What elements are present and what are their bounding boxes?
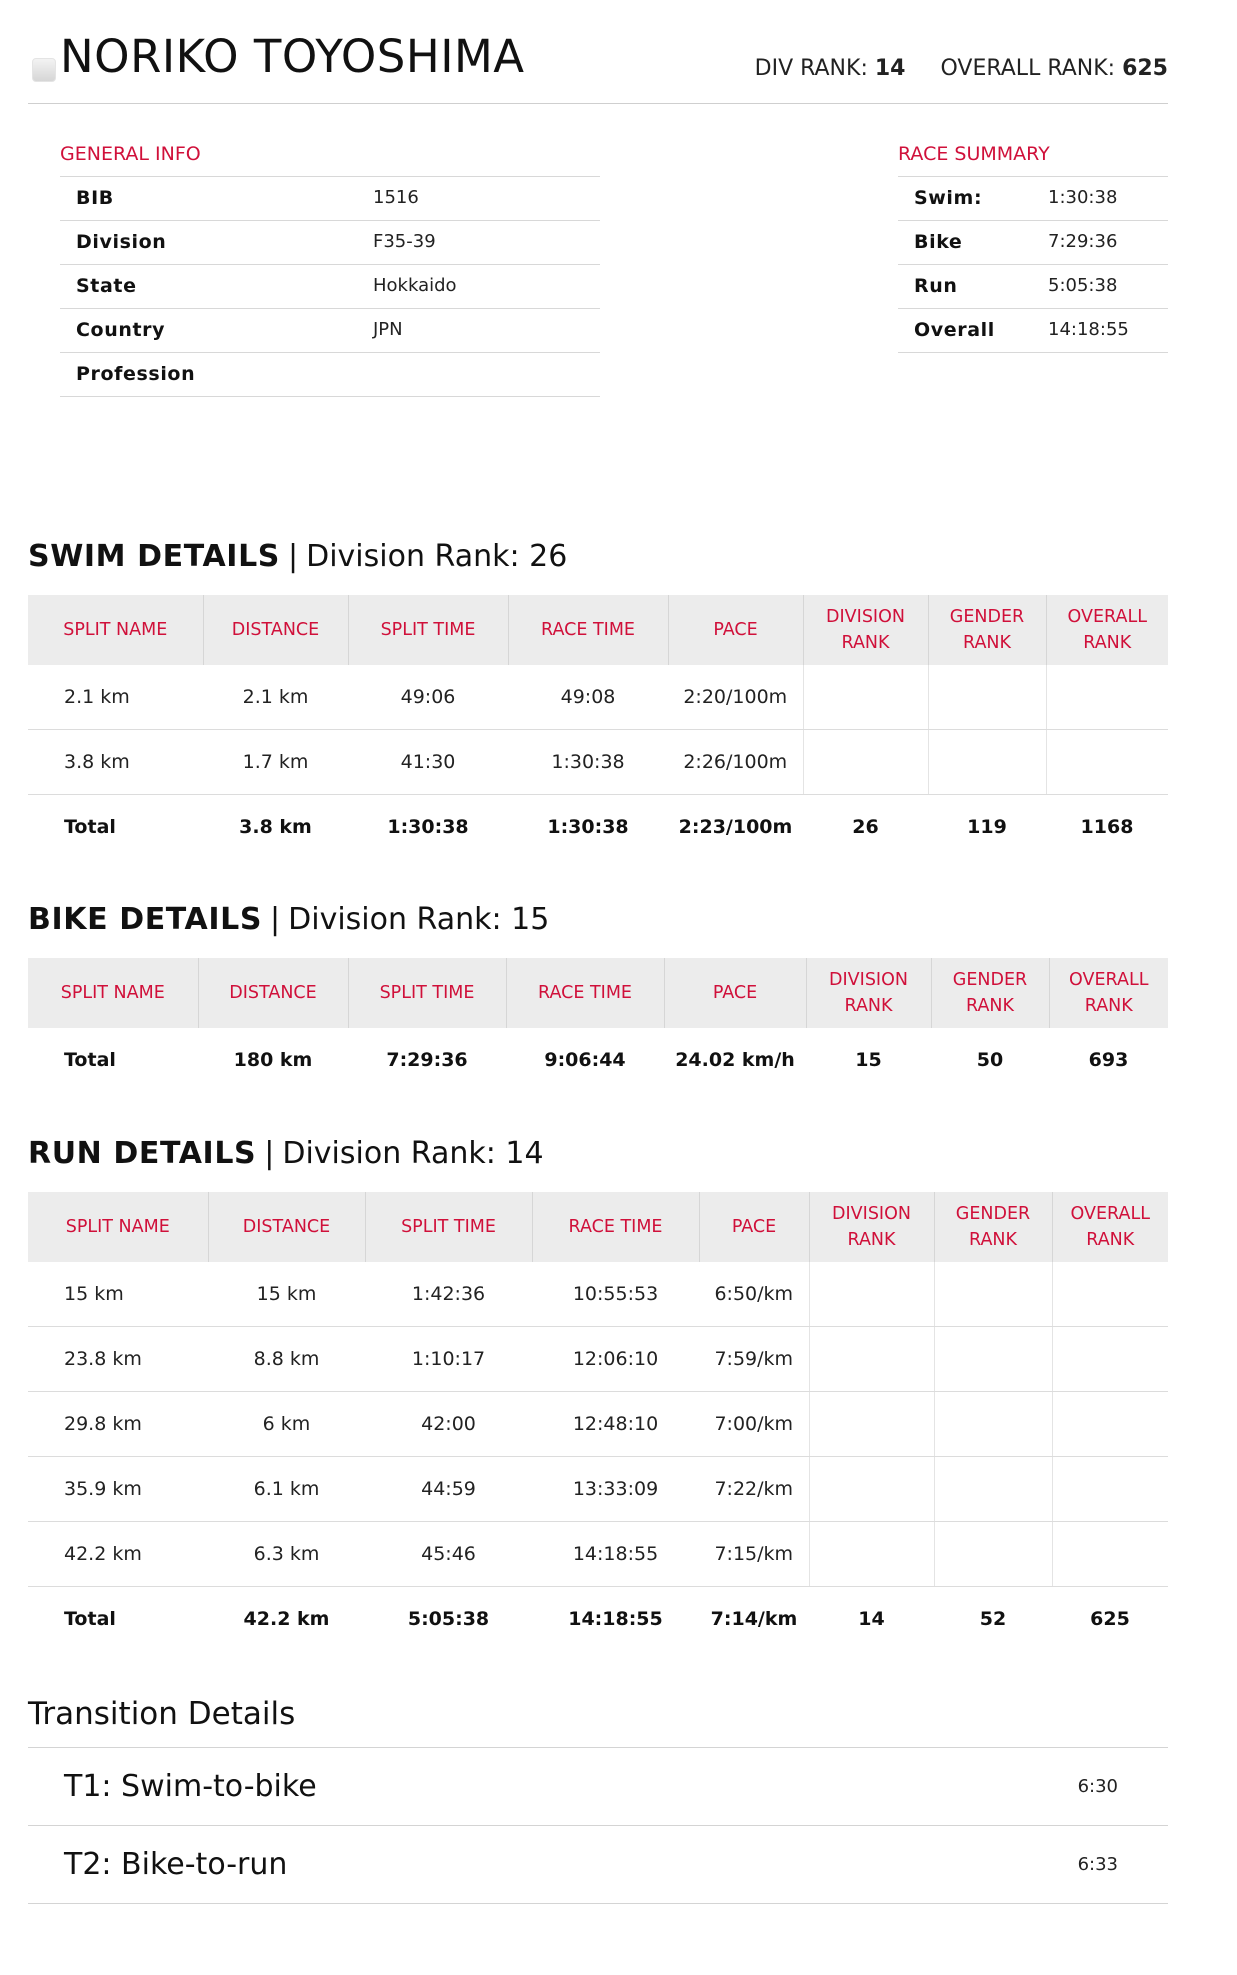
div-rank-value: 14 [874, 56, 906, 81]
column-header: DIVISION RANK [809, 1192, 934, 1262]
cell-overall-rank [1046, 665, 1168, 730]
column-header: DIVISION RANK [803, 595, 928, 665]
cell-distance: 42.2 km [243, 1608, 330, 1630]
cell-race-time: 12:48:10 [532, 1392, 699, 1457]
cell-split-name: 23.8 km [28, 1327, 208, 1392]
info-row-division [60, 221, 600, 265]
info-value: F35-39 [373, 231, 436, 252]
table-row [28, 1327, 1168, 1392]
cell-overall-rank: 1168 [1080, 816, 1134, 838]
info-label: BIB [76, 187, 114, 209]
column-header: SPLIT NAME [28, 958, 198, 1028]
cell-gender-rank [928, 665, 1046, 730]
transition-row [28, 1748, 1168, 1826]
column-header: OVERALL RANK [1052, 1192, 1168, 1262]
run-table [28, 1192, 1168, 1651]
cell-pace: 7:14/km [710, 1608, 798, 1630]
column-header: PACE [699, 1192, 809, 1262]
cell-pace: 2:20/100m [668, 665, 803, 730]
cell-division-rank [809, 1457, 934, 1522]
cell-gender-rank: 52 [979, 1608, 1007, 1630]
table-row [28, 1262, 1168, 1327]
cell-division-rank [809, 1522, 934, 1587]
cell-split-name: 2.1 km [28, 665, 203, 730]
cell-gender-rank [934, 1327, 1052, 1392]
cell-split-time: 1:10:17 [365, 1327, 532, 1392]
cell-overall-rank [1052, 1262, 1168, 1327]
cell-division-rank [803, 665, 928, 730]
div-rank-label: DIV RANK: [754, 56, 868, 81]
info-row-state [60, 265, 600, 309]
overall-rank-value: 625 [1122, 56, 1168, 81]
swim-table [28, 595, 1168, 859]
run-details-title [28, 1130, 1168, 1178]
transition-details-title: Transition Details [28, 1685, 1168, 1748]
summary-row-run [898, 265, 1168, 309]
cell-race-time: 1:30:38 [508, 730, 668, 795]
column-header: OVERALL RANK [1046, 595, 1168, 665]
cell-race-time: 49:08 [508, 665, 668, 730]
cell-gender-rank [928, 730, 1046, 795]
cell-pace: 7:59/km [699, 1327, 809, 1392]
info-value: Hokkaido [373, 275, 457, 296]
info-value: JPN [373, 319, 403, 340]
bike-details-section [28, 896, 1168, 1092]
summary-row-overall [898, 309, 1168, 353]
separator: | [264, 1136, 275, 1171]
info-row-bib [60, 177, 600, 221]
bike-table [28, 958, 1168, 1092]
cell-split-name: 42.2 km [28, 1522, 208, 1587]
column-header: SPLIT NAME [28, 595, 203, 665]
athlete-header [28, 0, 1168, 104]
column-header: DIVISION RANK [806, 958, 931, 1028]
cell-overall-rank [1052, 1522, 1168, 1587]
cell-gender-rank: 119 [967, 816, 1007, 838]
cell-division-rank: 15 [855, 1049, 882, 1071]
general-info-title: GENERAL INFO [60, 130, 600, 177]
cell-split-time: 42:00 [365, 1392, 532, 1457]
cell-pace: 2:23/100m [678, 816, 793, 838]
cell-distance: 15 km [208, 1262, 365, 1327]
section-division-rank: Division Rank: 15 [288, 902, 550, 937]
swim-details-section [28, 533, 1168, 859]
cell-pace: 7:15/km [699, 1522, 809, 1587]
table-row [28, 1392, 1168, 1457]
transition-row [28, 1826, 1168, 1904]
cell-split-time: 45:46 [365, 1522, 532, 1587]
column-header: PACE [664, 958, 806, 1028]
cell-split-time: 41:30 [348, 730, 508, 795]
column-header: RACE TIME [508, 595, 668, 665]
cell-race-time: 9:06:44 [544, 1049, 626, 1071]
section-heading: RUN DETAILS [28, 1136, 257, 1171]
info-label: State [76, 275, 137, 297]
section-heading: SWIM DETAILS [28, 539, 280, 574]
results-page [28, 0, 1168, 1882]
cell-split-name: 15 km [28, 1262, 208, 1327]
cell-split-name: 3.8 km [28, 730, 203, 795]
column-header: GENDER RANK [934, 1192, 1052, 1262]
cell-split-time: 1:42:36 [365, 1262, 532, 1327]
cell-gender-rank [934, 1392, 1052, 1457]
race-summary [898, 130, 1168, 353]
athlete-name: NORIKO TOYOSHIMA [60, 30, 525, 83]
cell-split-name: Total [64, 816, 116, 838]
cell-split-time: 44:59 [365, 1457, 532, 1522]
cell-gender-rank [934, 1457, 1052, 1522]
cell-split-name: 29.8 km [28, 1392, 208, 1457]
section-heading: BIKE DETAILS [28, 902, 263, 937]
summary-value: 14:18:55 [1048, 319, 1129, 340]
table-row [28, 1457, 1168, 1522]
info-label: Division [76, 231, 167, 253]
cell-split-time: 5:05:38 [407, 1608, 490, 1630]
transition-time: 6:30 [1077, 1776, 1118, 1797]
column-header: DISTANCE [203, 595, 348, 665]
separator: | [288, 539, 299, 574]
cell-overall-rank [1052, 1457, 1168, 1522]
summary-value: 1:30:38 [1048, 187, 1118, 208]
cell-division-rank [809, 1262, 934, 1327]
summary-label: Swim: [914, 187, 983, 209]
flag-icon [32, 58, 56, 82]
column-header: GENDER RANK [928, 595, 1046, 665]
run-details-section [28, 1130, 1168, 1651]
column-header: GENDER RANK [931, 958, 1049, 1028]
cell-split-time: 7:29:36 [386, 1049, 468, 1071]
cell-split-name: Total [64, 1049, 116, 1071]
column-header: RACE TIME [506, 958, 664, 1028]
summary-value: 7:29:36 [1048, 231, 1118, 252]
cell-overall-rank: 693 [1088, 1049, 1129, 1071]
cell-race-time: 13:33:09 [532, 1457, 699, 1522]
cell-pace: 6:50/km [699, 1262, 809, 1327]
cell-gender-rank [934, 1522, 1052, 1587]
cell-race-time: 10:55:53 [532, 1262, 699, 1327]
cell-pace: 7:22/km [699, 1457, 809, 1522]
rank-summary [755, 56, 1168, 81]
column-header: DISTANCE [208, 1192, 365, 1262]
general-info [60, 130, 600, 397]
table-header-row [28, 1192, 1168, 1262]
table-total-row [28, 1028, 1168, 1092]
cell-overall-rank: 625 [1090, 1608, 1130, 1630]
cell-distance: 6 km [208, 1392, 365, 1457]
cell-distance: 8.8 km [208, 1327, 365, 1392]
cell-pace: 7:00/km [699, 1392, 809, 1457]
cell-race-time: 12:06:10 [532, 1327, 699, 1392]
cell-split-name: 35.9 km [28, 1457, 208, 1522]
table-header-row [28, 958, 1168, 1028]
section-division-rank: Division Rank: 14 [282, 1136, 544, 1171]
info-row-profession [60, 353, 600, 397]
column-header: DISTANCE [198, 958, 348, 1028]
summary-value: 5:05:38 [1048, 275, 1118, 296]
summary-label: Overall [914, 319, 995, 341]
column-header: RACE TIME [532, 1192, 699, 1262]
column-header: OVERALL RANK [1049, 958, 1168, 1028]
info-value: 1516 [373, 187, 419, 208]
info-row-country [60, 309, 600, 353]
cell-pace: 2:26/100m [668, 730, 803, 795]
column-header: SPLIT TIME [365, 1192, 532, 1262]
summary-label: Run [914, 275, 958, 297]
race-summary-title: RACE SUMMARY [898, 130, 1168, 177]
transition-name: T2: Bike-to-run [64, 1847, 288, 1882]
cell-race-time: 1:30:38 [547, 816, 629, 838]
cell-overall-rank [1052, 1327, 1168, 1392]
swim-details-title [28, 533, 1168, 581]
column-header: SPLIT TIME [348, 958, 506, 1028]
table-row [28, 665, 1168, 730]
cell-distance: 6.1 km [208, 1457, 365, 1522]
info-label: Country [76, 319, 166, 341]
separator: | [270, 902, 281, 937]
bike-details-title [28, 896, 1168, 944]
transition-details-section [28, 1685, 1168, 1904]
cell-race-time: 14:18:55 [568, 1608, 663, 1630]
cell-distance: 6.3 km [208, 1522, 365, 1587]
cell-division-rank [809, 1327, 934, 1392]
cell-overall-rank [1052, 1392, 1168, 1457]
cell-distance: 1.7 km [203, 730, 348, 795]
overall-rank-label: OVERALL RANK: [940, 56, 1116, 81]
cell-distance: 2.1 km [203, 665, 348, 730]
info-label: Profession [76, 363, 196, 385]
table-total-row [28, 1587, 1168, 1652]
table-row [28, 730, 1168, 795]
cell-race-time: 14:18:55 [532, 1522, 699, 1587]
transition-name: T1: Swim-to-bike [64, 1769, 317, 1804]
cell-split-time: 1:30:38 [387, 816, 469, 838]
column-header: SPLIT TIME [348, 595, 508, 665]
cell-gender-rank [934, 1262, 1052, 1327]
summary-row-swim [898, 177, 1168, 221]
cell-gender-rank: 50 [976, 1049, 1004, 1071]
transition-time: 6:33 [1077, 1854, 1118, 1875]
summary-label: Bike [914, 231, 963, 253]
cell-division-rank [809, 1392, 934, 1457]
table-row [28, 1522, 1168, 1587]
cell-distance: 180 km [233, 1049, 313, 1071]
cell-split-name: Total [64, 1608, 116, 1630]
cell-division-rank: 14 [858, 1608, 885, 1630]
cell-overall-rank [1046, 730, 1168, 795]
section-division-rank: Division Rank: 26 [306, 539, 568, 574]
cell-pace: 24.02 km/h [675, 1049, 795, 1071]
summary-row-bike [898, 221, 1168, 265]
table-header-row [28, 595, 1168, 665]
cell-division-rank [803, 730, 928, 795]
table-total-row [28, 795, 1168, 860]
column-header: PACE [668, 595, 803, 665]
cell-split-time: 49:06 [348, 665, 508, 730]
column-header: SPLIT NAME [28, 1192, 208, 1262]
cell-distance: 3.8 km [239, 816, 312, 838]
cell-division-rank: 26 [852, 816, 879, 838]
